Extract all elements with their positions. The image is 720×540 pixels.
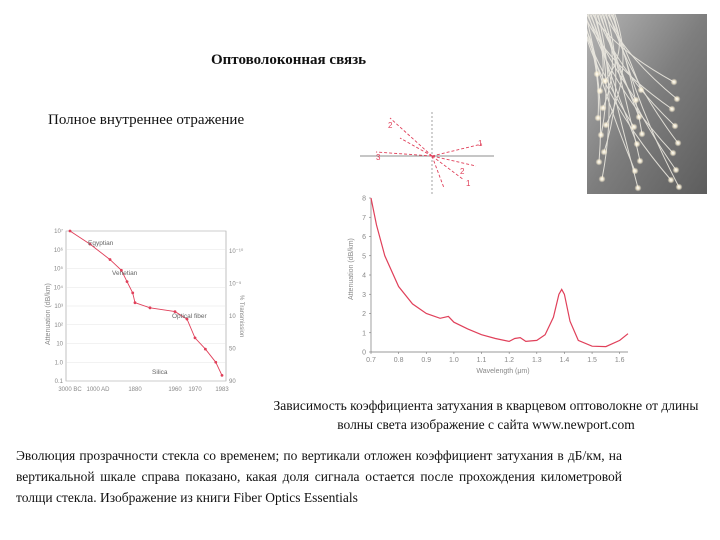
- data-point: [204, 348, 207, 351]
- fiber-tip-glow: [635, 185, 642, 192]
- y-tick-label: 0: [362, 349, 366, 357]
- fiber-tip-glow: [597, 88, 604, 95]
- x-tick-label: 1.4: [559, 357, 570, 364]
- y-axis-label: Attenuation (dB/km): [348, 238, 355, 300]
- x-tick-label: 1.2: [504, 357, 515, 364]
- section-subtitle: Полное внутреннее отражение: [48, 112, 245, 128]
- y-tick-label: 10⁷: [54, 229, 63, 235]
- y-tick-label: 1: [362, 330, 366, 338]
- svg-text:3: 3: [376, 153, 381, 162]
- y-tick-label: 5: [362, 253, 366, 261]
- y-tick-label: 10⁶: [53, 247, 63, 254]
- fiber-tip-glow: [637, 158, 644, 165]
- attenuation-curve: [371, 198, 628, 347]
- x-tick-label: 0.8: [393, 357, 404, 364]
- y-tick-label: 10: [56, 341, 63, 348]
- y2-tick-label: 10: [229, 314, 236, 320]
- y-tick-label: 8: [362, 195, 366, 203]
- y-tick-label: 0.1: [54, 379, 63, 385]
- total-internal-reflection-diagram: [360, 108, 496, 194]
- glass-transparency-history-chart: [40, 225, 250, 415]
- annotation-optical-fiber: Optical fiber: [172, 313, 207, 320]
- data-point: [126, 280, 129, 283]
- x-tick-label: 1.6: [614, 357, 625, 364]
- fiber-tip-glow: [676, 184, 683, 191]
- y2-tick-label: 10⁻¹⁰: [229, 249, 244, 255]
- fiber-tip-glow: [599, 176, 606, 183]
- y-tick-label: 7: [362, 214, 366, 222]
- fiber-tip-glow: [603, 122, 610, 129]
- y-tick-label: 10³: [54, 304, 63, 310]
- annotation-egyptian: Egyptian: [88, 240, 114, 247]
- data-point: [131, 291, 134, 294]
- annotation-venetian: Venetian: [112, 270, 138, 277]
- x-tick-label: 0.7: [366, 357, 376, 364]
- fiber-tip-glow: [594, 71, 601, 78]
- data-point: [134, 301, 137, 304]
- fiber-tip-glow: [674, 96, 681, 103]
- svg-text:2: 2: [388, 121, 393, 130]
- data-point: [214, 361, 217, 364]
- y2-tick-label: 90: [229, 379, 236, 385]
- fiber-tip-glow: [598, 132, 605, 139]
- data-point: [221, 374, 224, 377]
- y-tick-label: 2: [362, 311, 366, 318]
- x-tick-label: 1880: [128, 387, 142, 393]
- x-tick-label: 1970: [188, 387, 202, 393]
- y2-tick-label: 10⁻⁵: [229, 281, 242, 288]
- fiber-tip-glow: [634, 141, 641, 148]
- fiber-tip-glow: [602, 78, 609, 85]
- data-point: [194, 336, 197, 339]
- x-tick-label: 0.9: [421, 357, 432, 364]
- fiber-tip-glow: [601, 149, 608, 156]
- x-tick-label: 3000 BC: [58, 387, 82, 393]
- fiber-tip-glow: [638, 87, 645, 94]
- x-tick-label: 1.3: [531, 357, 542, 364]
- fiber-tip-glow: [632, 168, 639, 175]
- fiber-tip-glow: [675, 140, 682, 147]
- x-tick-label: 1960: [168, 387, 182, 393]
- data-point: [69, 230, 72, 233]
- x-axis-label: Wavelength (μm): [476, 368, 530, 375]
- svg-text:2: 2: [460, 167, 465, 176]
- fiber-tip-glow: [668, 177, 675, 184]
- fiber-tip-glow: [673, 167, 680, 174]
- svg-text:1: 1: [478, 139, 483, 148]
- fiber-tip-glow: [596, 159, 603, 166]
- svg-text:1: 1: [466, 179, 471, 188]
- fiber-tip-glow: [631, 124, 638, 131]
- y-tick-label: 4: [362, 272, 366, 280]
- y2-axis-label: % Transmission: [238, 295, 244, 338]
- fiber-tip-glow: [669, 106, 676, 113]
- fiber-tip-glow: [636, 114, 643, 121]
- fiber-tip-glow: [595, 115, 602, 122]
- y2-tick-label: 50: [229, 346, 236, 353]
- y-tick-label: 10²: [54, 322, 63, 329]
- x-tick-label: 1983: [215, 387, 229, 393]
- attenuation-vs-wavelength-chart: [343, 190, 635, 376]
- x-tick-label: 1.0: [449, 357, 459, 364]
- fiber-tip-glow: [639, 131, 646, 138]
- fiber-tip-glow: [600, 105, 607, 112]
- y-axis-label: Attenuation (dB/km): [45, 283, 52, 345]
- history-caption: Эволюция прозрачности стекла со временем; по вертикали отложен коэффициент затухания в дБ/км, на вертикальной шкале справа показано, какая доля сигнала остается после прохождения километровой толщи стекла. Изображение из книги Fiber Optics Essentials: [16, 448, 622, 505]
- x-tick-label: 1.1: [476, 357, 487, 364]
- fiber-tip-glow: [633, 97, 640, 104]
- y-tick-label: 6: [362, 234, 366, 241]
- fiber-tip-glow: [672, 123, 679, 130]
- y-tick-label: 3: [362, 291, 366, 299]
- fiber-tip-glow: [670, 150, 677, 157]
- data-point: [109, 258, 112, 261]
- fiber-tip-glow: [671, 79, 678, 86]
- annotation-silica: Silica: [152, 369, 168, 376]
- x-tick-label: 1.5: [587, 357, 597, 364]
- attenuation-caption: Зависимость коэффициента затухания в кварцевом оптоволокне от длины волны света изображение с сайта www.newport.com: [273, 398, 699, 432]
- y-tick-label: 10⁵: [53, 266, 63, 273]
- data-point: [149, 306, 152, 309]
- fiber-bundle-photo: [587, 14, 707, 194]
- y-tick-label: 1.0: [54, 360, 63, 367]
- y-tick-label: 10⁴: [53, 285, 63, 292]
- page-title: Оптоволоконная связь: [211, 52, 367, 68]
- x-tick-label: 1000 AD: [86, 387, 110, 393]
- history-line: [70, 231, 222, 375]
